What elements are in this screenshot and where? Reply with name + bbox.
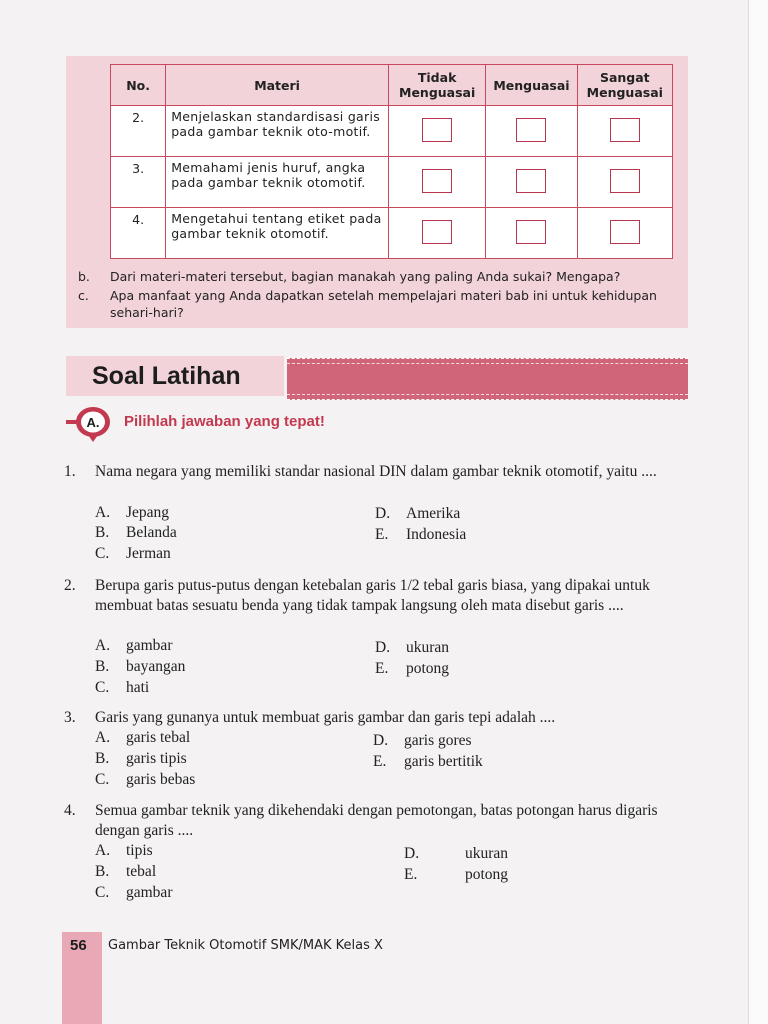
row-materi: Memahami jenis huruf, angka pada gambar teknik otomotif. <box>166 157 389 208</box>
question-stem: Berupa garis putus-putus dengan ketebalan garis 1/2 tebal garis biasa, yang dipakai untuk membuat batas sesuatu benda yang tidak tampak langsung oleh mata disebut garis .... <box>95 577 650 614</box>
checkbox-sangat-menguasai[interactable] <box>610 169 640 193</box>
option-e[interactable]: E. potong <box>404 866 509 883</box>
book-title: Gambar Teknik Otomotif SMK/MAK Kelas X <box>108 938 383 953</box>
row-materi: Menjelaskan standardisasi garis pada gambar teknik oto-motif. <box>166 106 389 157</box>
row-number: 3. <box>111 157 166 208</box>
reflection-text: Apa manfaat yang Anda dapatkan setelah mempelajari materi bab ini untuk kehidupan sehari-hari? <box>110 288 657 320</box>
option-e[interactable]: E. garis bertitik <box>373 753 483 770</box>
question-number: 4. <box>64 802 76 819</box>
checkbox-sangat-menguasai[interactable] <box>610 220 640 244</box>
option-a[interactable]: A. gambar <box>95 637 173 654</box>
row-materi: Mengetahui tentang etiket pada gambar teknik otomotif. <box>166 208 389 259</box>
header-materi: Materi <box>166 65 389 106</box>
row-number: 2. <box>111 106 166 157</box>
reflection-text: Dari materi-materi tersebut, bagian manakah yang paling Anda sukai? Mengapa? <box>110 269 621 284</box>
header-tidak-menguasai: Tidak Menguasai <box>388 65 485 106</box>
checkbox-menguasai[interactable] <box>516 118 546 142</box>
option-b[interactable]: B. Belanda <box>95 524 177 541</box>
option-b[interactable]: B. tebal <box>95 863 157 880</box>
question-stem: Nama negara yang memiliki standar nasional DIN dalam gambar teknik otomotif, yaitu .... <box>95 463 657 480</box>
option-b[interactable]: B. bayangan <box>95 658 186 675</box>
question-number: 2. <box>64 577 76 594</box>
option-b[interactable]: B. garis tipis <box>95 750 187 767</box>
option-d[interactable]: D. Amerika <box>375 505 461 522</box>
option-a[interactable]: A. tipis <box>95 842 153 859</box>
option-c[interactable]: C. garis bebas <box>95 771 196 788</box>
section-instruction: Pilihlah jawaban yang tepat! <box>124 413 325 430</box>
option-a[interactable]: A. Jepang <box>95 504 170 521</box>
checkbox-tidak-menguasai[interactable] <box>422 220 452 244</box>
row-number: 4. <box>111 208 166 259</box>
section-marker-icon <box>66 406 110 442</box>
option-e[interactable]: E. potong <box>375 660 450 677</box>
question-stem: Semua gambar teknik yang dikehendaki dengan pemotongan, batas potongan harus digaris dengan garis .... <box>95 802 658 839</box>
question-stem: Garis yang gunanya untuk membuat garis gambar dan garis tepi adalah .... <box>95 709 556 726</box>
checkbox-menguasai[interactable] <box>516 220 546 244</box>
page-number: 56 <box>70 937 87 954</box>
section-marker-letter: A. <box>86 415 100 430</box>
table-header-row <box>111 65 673 106</box>
option-c[interactable]: C. hati <box>95 679 150 696</box>
option-c[interactable]: C. gambar <box>95 884 173 901</box>
option-c[interactable]: C. Jerman <box>95 545 171 562</box>
checkbox-tidak-menguasai[interactable] <box>422 169 452 193</box>
question-number: 3. <box>64 709 76 726</box>
table-row <box>111 106 673 157</box>
header-sangat-menguasai: Sangat Menguasai <box>577 65 672 106</box>
header-menguasai: Menguasai <box>486 65 577 106</box>
table-row <box>111 157 673 208</box>
reflection-question-b <box>78 268 621 285</box>
option-e[interactable]: E. Indonesia <box>375 526 467 543</box>
option-d[interactable]: D. ukuran <box>375 639 450 656</box>
option-d[interactable]: D. ukuran <box>404 845 509 862</box>
reflection-question-c <box>78 287 657 320</box>
question-number: 1. <box>64 463 76 480</box>
reflection-letter: c. <box>78 288 89 303</box>
banner-stripe <box>287 358 688 400</box>
page-edge <box>748 0 768 1024</box>
checkbox-sangat-menguasai[interactable] <box>610 118 640 142</box>
option-a[interactable]: A. garis tebal <box>95 729 191 746</box>
mastery-table <box>110 64 673 259</box>
table-row <box>111 208 673 259</box>
section-title: Soal Latihan <box>92 362 241 390</box>
header-no: No. <box>111 65 166 106</box>
reflection-letter: b. <box>78 269 90 284</box>
checkbox-menguasai[interactable] <box>516 169 546 193</box>
checkbox-tidak-menguasai[interactable] <box>422 118 452 142</box>
option-d[interactable]: D. garis gores <box>373 732 472 749</box>
